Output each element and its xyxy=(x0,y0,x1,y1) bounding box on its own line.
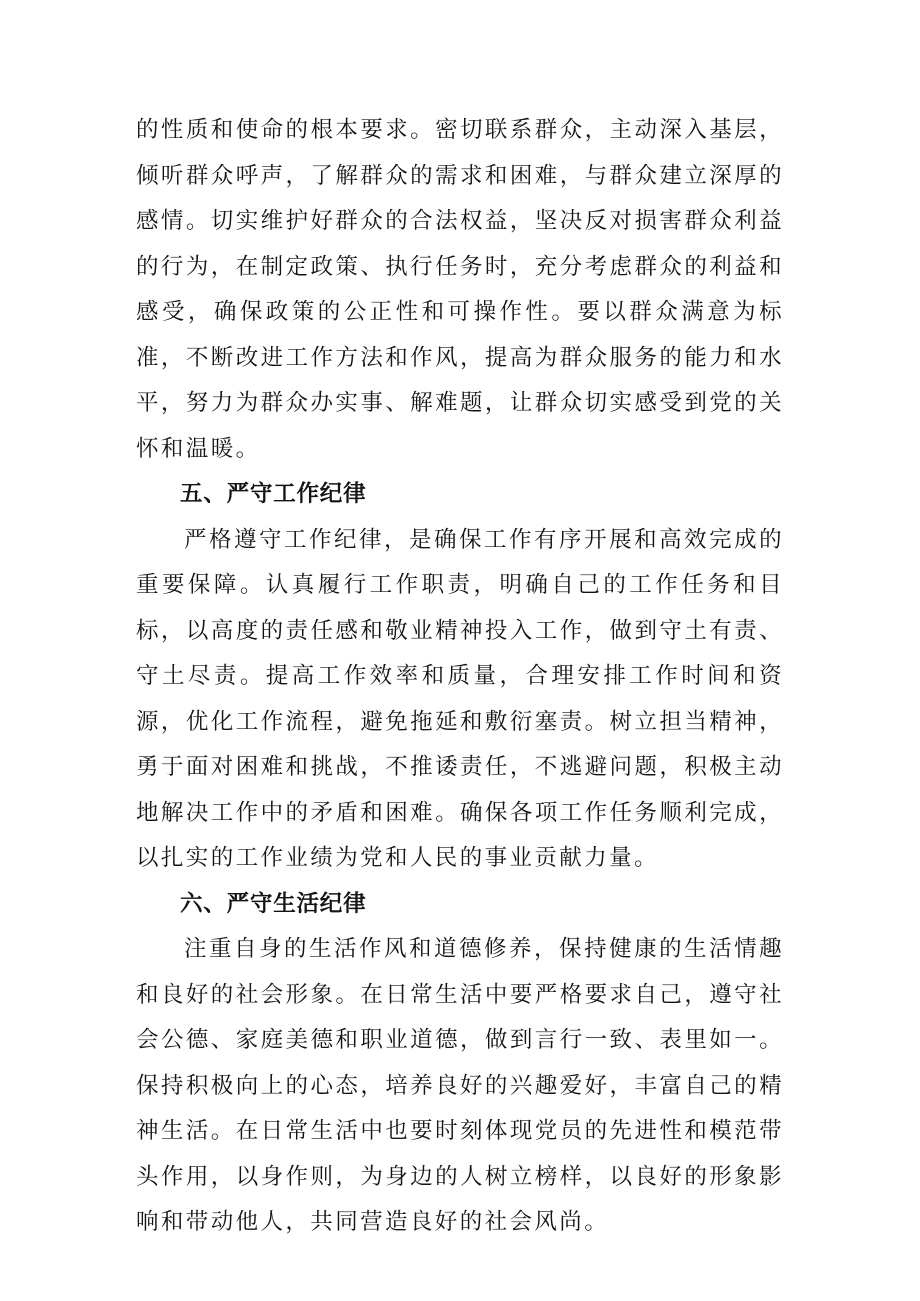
document-body xyxy=(136,108,784,1246)
paragraph-mass-line-continued: 的性质和使命的根本要求。密切联系群众，主动深入基层，倾听群众呼声，了解群众的需求和困难，与群众建立深厚的感情。切实维护好群众的合法权益，坚决反对损害群众利益的行为，在制定政策、执行任务时，充分考虑群众的利益和感受，确保政策的公正性和可操作性。要以群众满意为标准，不断改进工作方法和作风，提高为群众服务的能力和水平，努力为群众办实事、解难题，让群众切实感受到党的关怀和温暖。 xyxy=(136,117,784,462)
paragraph-work-discipline: 严格遵守工作纪律，是确保工作有序开展和高效完成的重要保障。认真履行工作职责，明确自己的工作任务和目标，以高度的责任感和敬业精神投入工作，做到守土有责、守土尽责。提高工作效率和质量，合理安排工作时间和资源，优化工作流程，避免拖延和敷衍塞责。树立担当精神，勇于面对困难和挑战，不推诿责任，不逃避问题，积极主动地解决工作中的矛盾和困难。确保各项工作任务顺利完成，以扎实的工作业绩为党和人民的事业贡献力量。 xyxy=(136,526,784,871)
paragraph-life-discipline: 注重自身的生活作风和道德修养，保持健康的生活情趣和良好的社会形象。在日常生活中要严格要求自己，遵守社会公德、家庭美德和职业道德，做到言行一致、表里如一。保持积极向上的心态，培养良好的兴趣爱好，丰富自己的精神生活。在日常生活中也要时刻体现党员的先进性和模范带头作用，以身作则，为身边的人树立榜样，以良好的形象影响和带动他人，共同营造良好的社会风尚。 xyxy=(136,936,784,1235)
section-heading-life-discipline: 六、严守生活纪律 xyxy=(180,890,367,917)
section-heading-work-discipline: 五、严守工作纪律 xyxy=(180,481,367,507)
